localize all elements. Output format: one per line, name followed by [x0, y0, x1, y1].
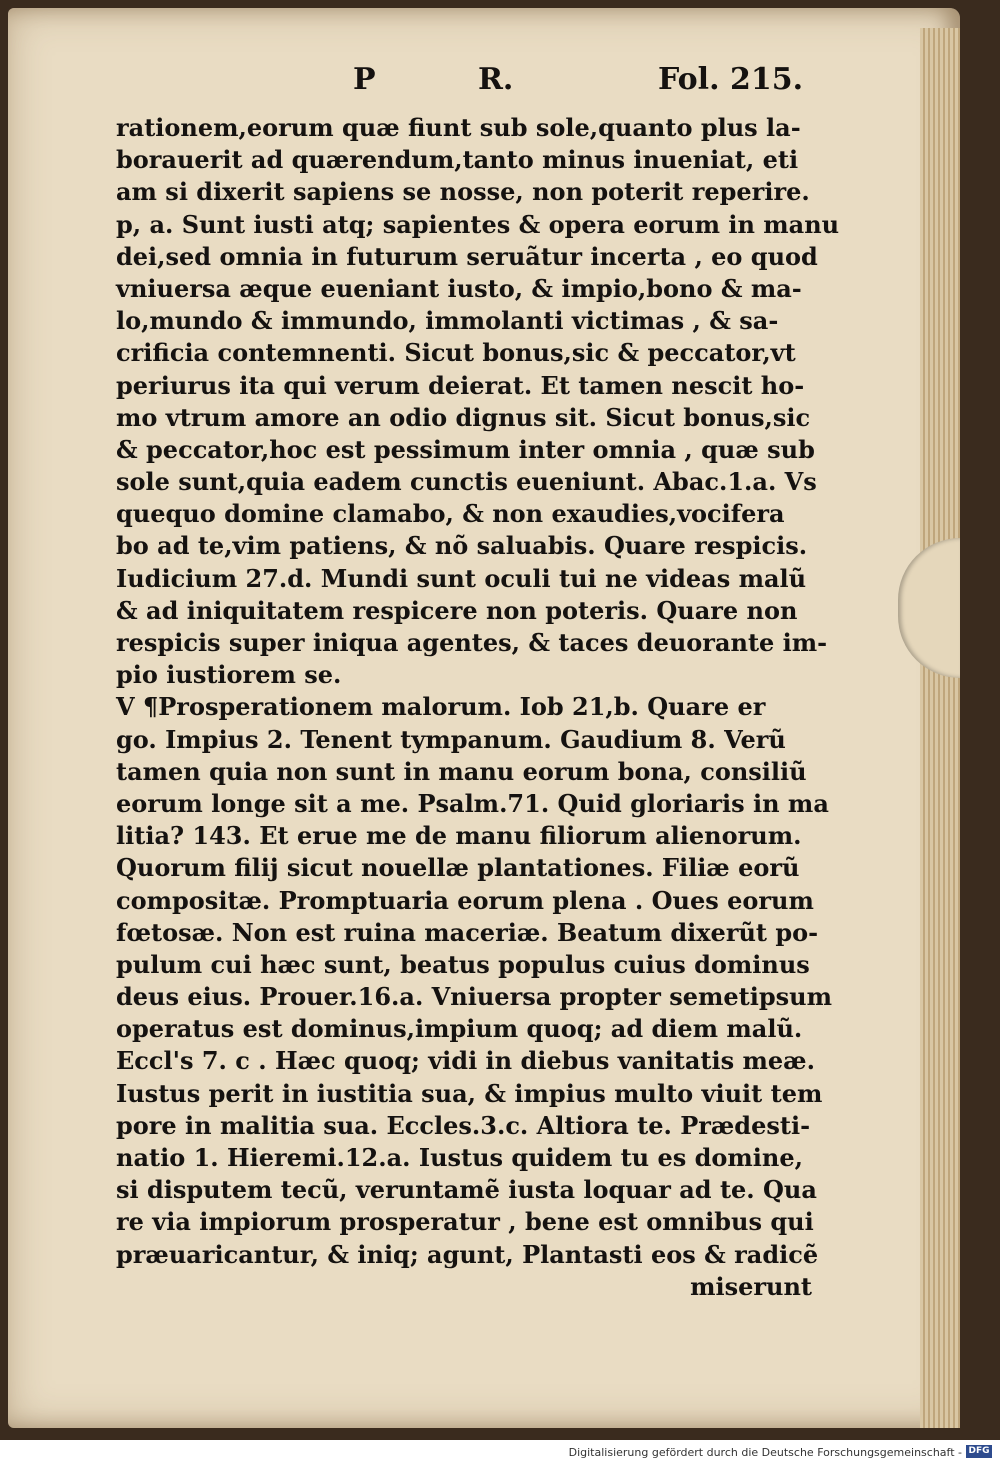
text-line: Quorum filij sicut nouellæ plantationes. Filiæ eorũ — [116, 853, 800, 883]
text-line: sole sunt,quia eadem cunctis eueniunt. Abac.1.a. Vs — [116, 467, 817, 497]
page-edges — [920, 28, 960, 1428]
text-line: præuaricantur, & iniq; agunt, Plantasti eos & radicẽ — [116, 1239, 819, 1269]
dfg-logo[interactable]: DFG — [966, 1445, 992, 1458]
text-line: operatus est dominus,impium quoq; ad diem malũ. — [116, 1014, 803, 1044]
header-left: P — [353, 62, 376, 97]
text-line: Eccl's 7. c . Hæc quoq; vidi in diebus vanitatis meæ. — [116, 1046, 815, 1076]
text-line: compositæ. Promptuaria eorum plena . Oues eorum — [116, 885, 814, 915]
text-line: deus eius. Prouer.16.a. Vniuersa propter semetipsum — [116, 982, 832, 1012]
text-line: Iustus perit in iustitia sua, & impius multo viuit tem — [116, 1078, 823, 1108]
text-line: miserunt — [690, 1271, 812, 1301]
text-line: eorum longe sit a me. Psalm.71. Quid gloriaris in ma — [116, 788, 829, 818]
page-header — [8, 62, 968, 102]
folio-number: Fol. 215. — [658, 62, 804, 97]
text-line: p, a. Sunt iusti atq; sapientes & opera eorum in manu — [116, 209, 840, 239]
text-line: borauerit ad quærendum,tanto minus inueniat, eti — [116, 145, 799, 175]
text-line: re via impiorum prosperatur , bene est omnibus qui — [116, 1207, 814, 1237]
text-line: & peccator,hoc est pessimum inter omnia , quæ sub — [116, 434, 815, 464]
text-line: quequo domine clamabo, & non exaudies,vocifera — [116, 499, 785, 529]
text-line: respicis super iniqua agentes, & taces deuorante im- — [116, 628, 828, 657]
text-line: & ad iniquitatem respicere non poteris. Quare non — [116, 595, 798, 625]
text-line: dei,sed omnia in futurum seruãtur incerta , eo quod — [116, 241, 818, 271]
thumb-tab — [898, 538, 960, 678]
text-line: tamen quia non sunt in manu eorum bona, consiliũ — [116, 756, 807, 786]
text-line: mo vtrum amore an odio dignus sit. Sicut bonus,sic — [116, 402, 811, 432]
text-line: am si dixerit sapiens se nosse, non poterit reperire. — [116, 177, 810, 207]
text-line: rationem,eorum quæ fiunt sub sole,quanto plus la- — [116, 113, 801, 142]
text-line: go. Impius 2. Tenent tympanum. Gaudium 8. Verũ — [116, 724, 786, 754]
text-line: bo ad te,vim patiens, & nõ saluabis. Quare respicis. — [116, 531, 808, 561]
text-line: pio iustiorem se. — [116, 660, 342, 690]
text-line: crificia contemnenti. Sicut bonus,sic & peccator,vt — [116, 338, 796, 368]
text-line: Iudicium 27.d. Mundi sunt oculi tui ne videas malũ — [116, 563, 807, 593]
footer-credit: Digitalisierung gefördert durch die Deutsche Forschungsgemeinschaft - — [568, 1446, 962, 1459]
footer-bar — [0, 1440, 1000, 1465]
text-line: si disputem tecũ, veruntamẽ iusta loquar ad te. Qua — [116, 1175, 817, 1205]
text-line: natio 1. Hieremi.12.a. Iustus quidem tu es domine, — [116, 1143, 803, 1172]
text-line: vniuersa æque eueniant iusto, & impio,bono & ma- — [116, 273, 802, 303]
text-line: V ¶Prosperationem malorum. Iob 21,b. Quare er — [116, 692, 766, 722]
text-line: lo,mundo & immundo, immolanti victimas , & sa- — [116, 306, 779, 336]
text-line: periurus ita qui verum deierat. Et tamen nescit ho- — [116, 370, 805, 400]
text-line: litia? 143. Et erue me de manu filiorum alienorum. — [116, 821, 802, 851]
book-page — [8, 8, 960, 1428]
text-line: fœtosæ. Non est ruina maceriæ. Beatum dixerũt po- — [116, 917, 819, 947]
text-line: pulum cui hæc sunt, beatus populus cuius dominus — [116, 949, 810, 979]
body-text — [116, 112, 840, 1303]
text-line: pore in malitia sua. Eccles.3.c. Altiora te. Prædesti- — [116, 1110, 811, 1140]
header-middle: R. — [478, 62, 514, 97]
